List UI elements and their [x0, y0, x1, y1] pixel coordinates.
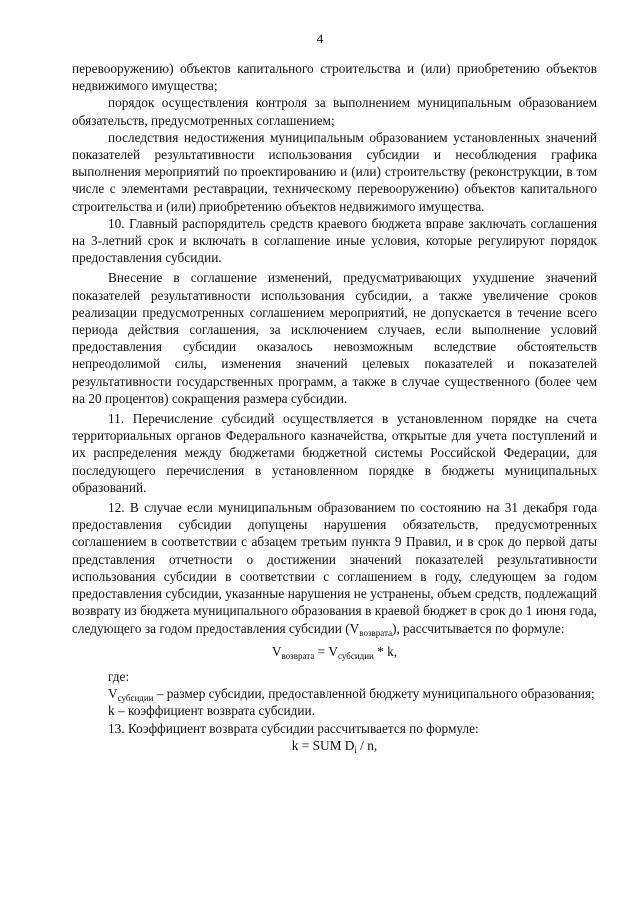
formula-return-volume	[72, 643, 597, 660]
paragraph-item-12-text: 12. В случае если муниципальным образованием по состоянию на 31 декабря года предоставления субсидии допущены нарушения обязательств, предусмотренных соглашением в соответствии с абзацем третьим пункта 9 Правил, и в срок до первой даты представления отчетности о достижении значений показателей результативности использования субсидии в соответствии с соглашением в году, следующем за годом предоставления субсидии, указанные нарушения не устранены, объем средств, подлежащий возврату из бюджета муниципального образования в краевой бюджет в срок до 1 июня года, следующего за годом предоставления субсидии (V	[72, 500, 597, 636]
definition-k: k – коэффициент возврата субсидии.	[108, 703, 315, 719]
paragraph-item-11: 11. Перечисление субсидий осуществляется в установленном порядке на счета территориальных органов Федерального казначейства, открытые для учета поступлений и их распределения между бюджетами бюджетной системы Российской Федерации, для последующего перечисления в установленном порядке в бюджеты муниципальных образований.	[72, 411, 597, 495]
paragraph-amendments: Внесение в соглашение изменений, предусматривающих ухудшение значений показателей результативности использования субсидии, а также увеличение сроков реализации предусмотренных соглашением мероприятий, не допускается в течение всего периода действия соглашения, за исключением случаев, если выполнение условий предоставления субсидии оказалось невозможным вследствие обстоятельств непреодолимой силы, изменения значений целевых показателей и показателей результативности государственных программ, а также в случае существенного (более чем на 20 процентов) сокращения размера субсидии.	[72, 270, 597, 406]
formula2-subscript: i	[354, 744, 357, 755]
formula-equals: = V	[314, 643, 338, 659]
where-label: где:	[108, 668, 130, 684]
definition-text: – размер субсидии, предоставленной бюджету муниципального образования;	[153, 686, 595, 702]
formula-rhs-end: * k,	[373, 643, 398, 659]
paragraph-item-13: 13. Коэффициент возврата субсидии рассчитывается по формуле:	[108, 720, 479, 736]
formula-lhs: V	[271, 643, 282, 659]
definition-v-subsidy	[72, 685, 597, 702]
v-return-subscript: возврата	[359, 627, 393, 638]
document-body	[72, 60, 597, 754]
definition-var: V	[108, 686, 118, 702]
paragraph-control-procedure: порядок осуществления контроля за выполнением муниципальным образованием обязательств, предусмотренных соглашением;	[72, 95, 597, 128]
paragraph-item-10: 10. Главный распорядитель средств краевого бюджета вправе заключать соглашения на 3-летний срок и включать в соглашение иные условия, которые регулируют порядок предоставления субсидии.	[72, 215, 597, 266]
paragraph-item-12-end: ), рассчитывается по формуле:	[392, 620, 565, 636]
page-number: 4	[316, 31, 324, 46]
formula2-rhs: / n,	[356, 737, 378, 753]
formula-lhs-subscript: возврата	[281, 650, 315, 661]
paragraph-consequences: последствия недостижения муниципальным образованием установленных значений показателей результативности использования субсидии и несоблюдения графика выполнения мероприятий по проектированию и (или) строительству (реконструкции, в том числе с элементами реставрации, техническому перевооружению) объектов капитального строительства и (или) приобретению объектов недвижимого имущества.	[72, 129, 597, 214]
paragraph-item-12	[72, 499, 597, 637]
formula-coefficient	[72, 737, 597, 754]
definition-var-subscript: субсидии	[117, 693, 154, 704]
formula2-lhs: k = SUM D	[291, 737, 355, 753]
paragraph-continuation: перевооружению) объектов капитального строительства и (или) приобретению объектов недвижимого имущества;	[72, 61, 597, 94]
formula-rhs-subscript: субсидии	[338, 650, 374, 661]
